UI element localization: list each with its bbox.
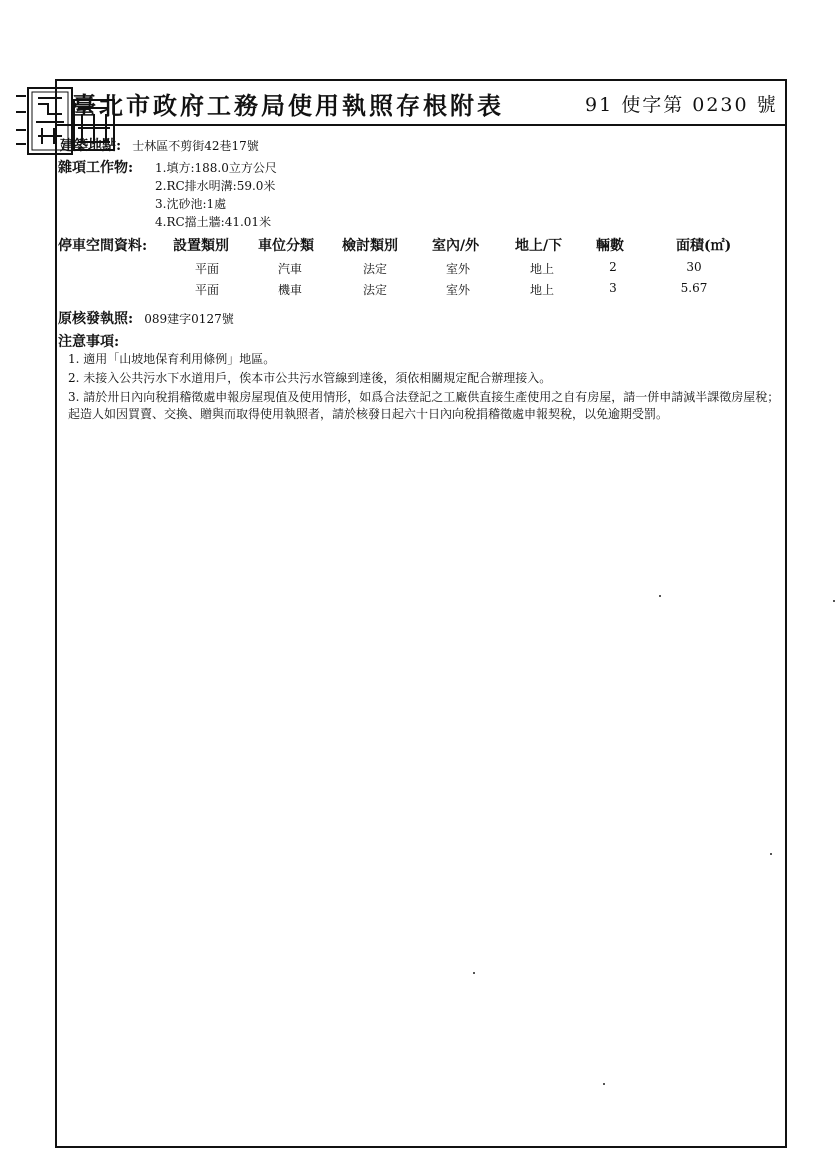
address-row [60, 135, 259, 155]
note-item: 1. 適用「山坡地保育利用條例」地區。 [68, 352, 276, 366]
parking-cell: 平面 [194, 283, 219, 297]
parking-cell: 地上 [529, 262, 554, 276]
scan-speck [770, 853, 772, 855]
parking-label: 停車空間資料: [58, 238, 148, 254]
parking-cell: 地上 [529, 283, 554, 297]
header-divider [55, 124, 787, 126]
notes-label: 注意事項: [58, 334, 120, 350]
parking-cell: 室外 [445, 262, 470, 276]
parking-cell: 平面 [194, 262, 219, 276]
parking-cell: 機車 [277, 283, 302, 297]
original-permit-label: 原核發執照: [58, 311, 134, 327]
parking-cell: 汽車 [277, 262, 302, 276]
parking-cell: 3 [609, 281, 617, 295]
note-item: 2. 未接入公共污水下水道用戶，俟本市公共污水管線到達後，須依相關規定配合辦理接入。 [68, 371, 552, 385]
misc-work-item: 4.RC擋土牆:41.01米 [155, 215, 272, 229]
misc-work-item: 3.沈砂池:1處 [155, 197, 227, 211]
scan-speck [603, 1083, 605, 1085]
address-label: 建築地點: [60, 138, 122, 154]
scan-speck [473, 972, 475, 974]
parking-col-header: 室內/外 [432, 238, 480, 254]
misc-work-item: 2.RC排水明溝:59.0米 [155, 179, 276, 193]
parking-col-header: 設置類別 [173, 238, 229, 254]
parking-col-header: 車位分類 [258, 238, 314, 254]
address-value: 士林區不剪街42巷17號 [132, 139, 259, 153]
permit-number: 91 使字第 0230 號 [585, 94, 778, 116]
parking-cell: 5.67 [680, 281, 708, 295]
document-title: 臺北市政府工務局使用執照存根附表 [72, 91, 504, 120]
note-item: 3. 請於卅日內向稅捐稽徵處申報房屋現值及使用情形，如爲合法登記之工廠供直接生產使用之自有房屋，請一併申請減半課徵房屋稅；起造人如因買賣、交換、贈與而取得使用執照者，請於核發日起六十日內向稅捐稽徵處申報契稅，以免逾期受罰。 [68, 390, 780, 421]
parking-col-header: 地上/下 [515, 238, 563, 254]
parking-cell: 2 [609, 260, 617, 274]
parking-col-header: 輛數 [596, 238, 624, 254]
parking-col-header: 面積(㎡) [676, 238, 732, 254]
misc-work-item: 1.填方:188.0立方公尺 [155, 161, 277, 175]
parking-cell: 法定 [362, 283, 387, 297]
misc-works-label: 雜項工作物: [58, 160, 134, 176]
original-permit-value: 089建字0127號 [144, 312, 234, 326]
parking-cell: 室外 [445, 283, 470, 297]
parking-cell: 30 [686, 260, 702, 274]
scan-speck [833, 600, 835, 602]
original-permit-row [58, 308, 234, 328]
parking-col-header: 檢討類別 [342, 238, 398, 254]
parking-cell: 法定 [362, 262, 387, 276]
scan-speck [659, 595, 661, 597]
